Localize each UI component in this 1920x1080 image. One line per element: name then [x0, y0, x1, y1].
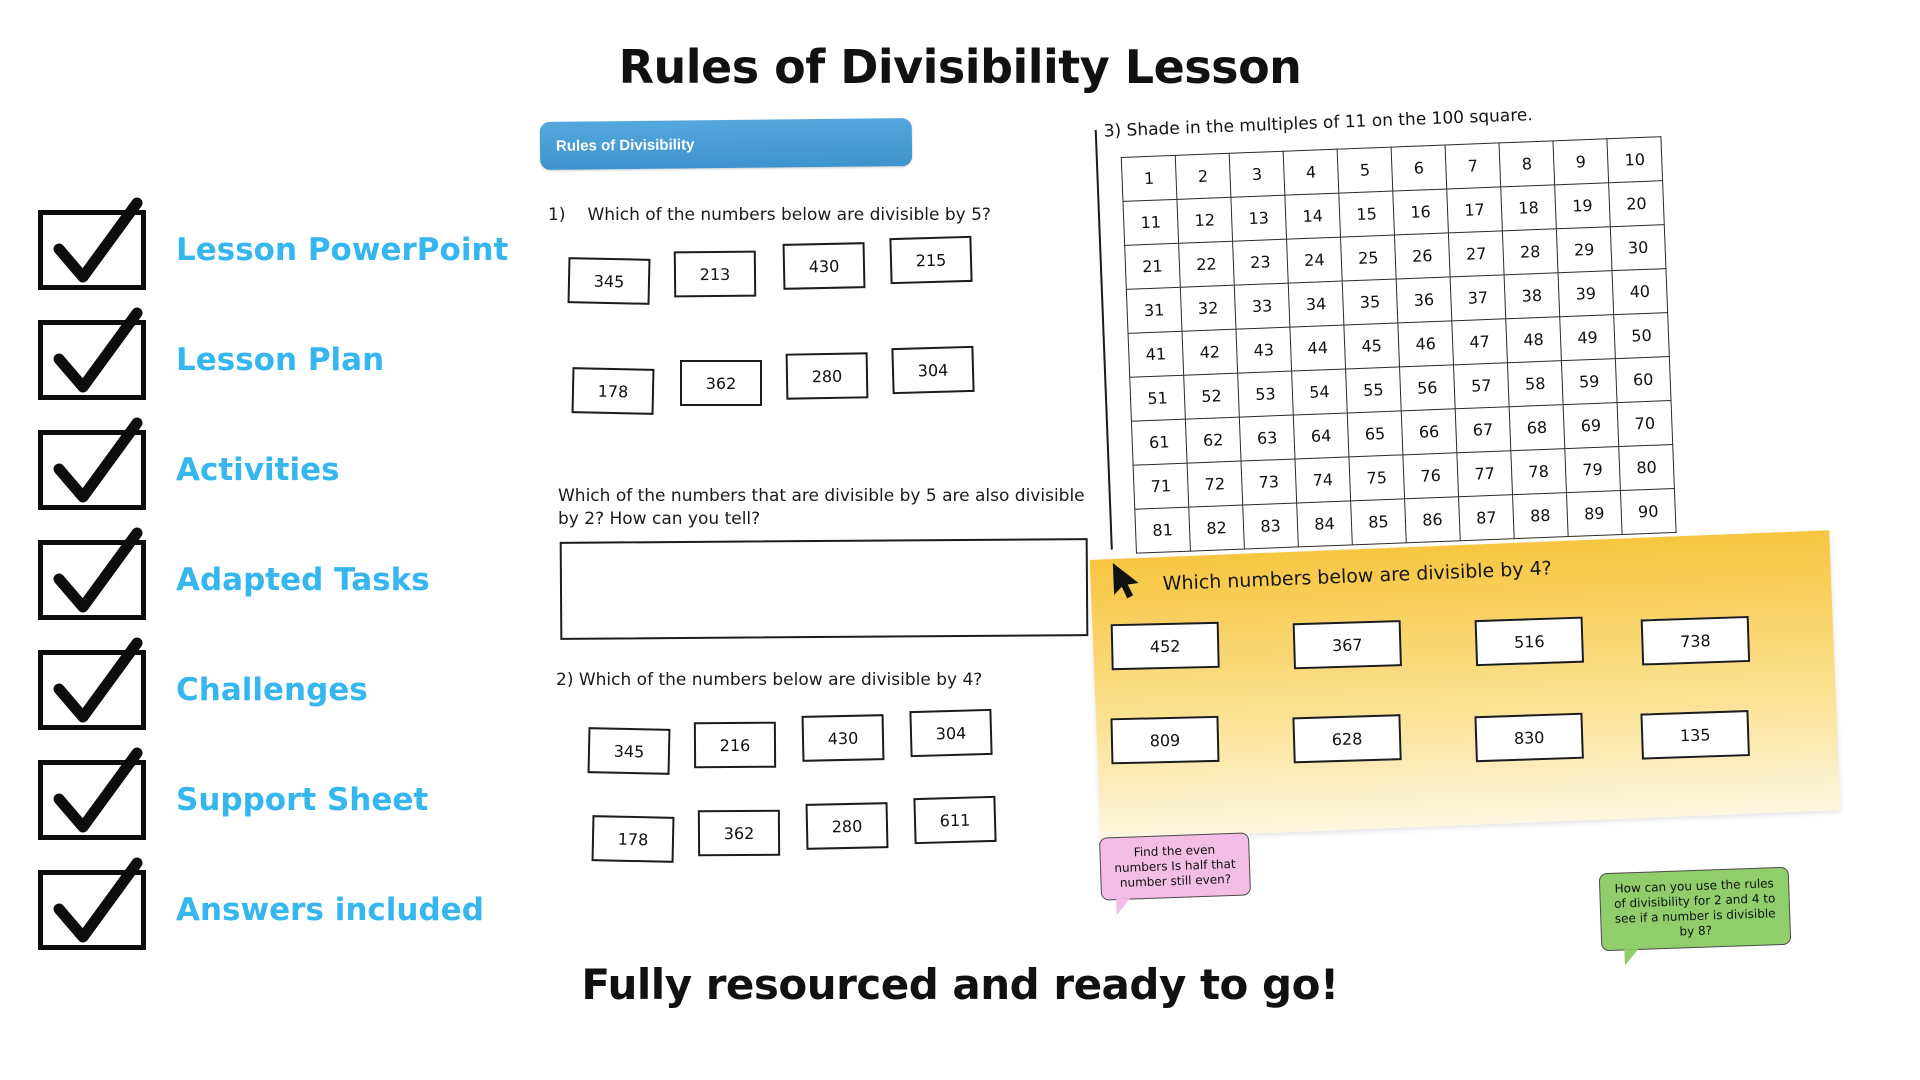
grid-cell[interactable]: 21 [1125, 243, 1181, 289]
grid-cell[interactable]: 69 [1563, 403, 1619, 449]
grid-cell[interactable]: 77 [1457, 451, 1513, 497]
list-item[interactable] [38, 195, 538, 305]
grid-cell[interactable]: 80 [1619, 444, 1675, 490]
grid-cell[interactable]: 64 [1293, 413, 1349, 459]
hundred-square-preview[interactable] [1091, 98, 1728, 581]
grid-cell[interactable]: 66 [1401, 409, 1457, 455]
number-box[interactable]: 304 [891, 346, 974, 394]
grid-cell[interactable]: 29 [1556, 227, 1612, 273]
grid-cell[interactable]: 72 [1187, 461, 1243, 507]
grid-cell[interactable]: 8 [1499, 141, 1555, 187]
check-icon [49, 197, 149, 297]
number-box[interactable]: 430 [802, 714, 885, 762]
grid-cell[interactable]: 67 [1455, 407, 1511, 453]
list-item[interactable] [38, 305, 538, 415]
grid-cell[interactable]: 6 [1391, 145, 1447, 191]
number-box[interactable]: 809 [1110, 716, 1219, 764]
grid-cell[interactable]: 51 [1130, 375, 1186, 421]
grid-cell[interactable]: 89 [1566, 491, 1622, 537]
grid-cell[interactable]: 33 [1234, 283, 1290, 329]
number-box[interactable]: 280 [806, 802, 889, 850]
checklist-label: Support Sheet [176, 782, 429, 818]
checklist-label: Activities [176, 452, 340, 488]
grid-cell[interactable]: 73 [1241, 459, 1297, 505]
grid-cell[interactable]: 84 [1297, 501, 1353, 547]
grid-cell[interactable]: 14 [1285, 193, 1341, 239]
grid-cell[interactable]: 46 [1398, 321, 1454, 367]
number-box[interactable]: 178 [592, 815, 675, 863]
check-icon [49, 747, 149, 847]
grid-cell[interactable]: 13 [1231, 195, 1287, 241]
number-box[interactable]: 628 [1292, 714, 1401, 763]
grid-cell[interactable]: 78 [1511, 449, 1567, 495]
grid-cell[interactable]: 31 [1126, 287, 1182, 333]
question-number: 1) [548, 205, 566, 225]
grid-cell[interactable]: 58 [1507, 361, 1563, 407]
number-box[interactable]: 367 [1293, 620, 1402, 669]
number-box[interactable]: 830 [1474, 713, 1583, 763]
grid-cell[interactable]: 87 [1459, 495, 1515, 541]
grid-cell[interactable]: 17 [1447, 187, 1503, 233]
hundred-square-grid[interactable] [1121, 136, 1677, 553]
grid-cell[interactable]: 50 [1614, 313, 1670, 359]
checkbox-checked[interactable] [38, 650, 146, 730]
grid-cell[interactable]: 22 [1179, 241, 1235, 287]
worksheet-preview[interactable] [540, 110, 1100, 960]
number-box[interactable]: 611 [913, 796, 996, 844]
grid-cell[interactable]: 68 [1509, 405, 1565, 451]
footer-tagline: Fully resourced and ready to go! [581, 960, 1339, 1009]
grid-cell[interactable]: 19 [1555, 183, 1611, 229]
number-box[interactable]: 345 [588, 727, 671, 775]
grid-cell[interactable]: 81 [1135, 507, 1191, 553]
grid-cell[interactable]: 83 [1243, 503, 1299, 549]
check-icon [49, 527, 149, 627]
number-box[interactable]: 430 [783, 242, 866, 290]
grid-cell[interactable]: 47 [1452, 319, 1508, 365]
grid-cell[interactable]: 1 [1121, 155, 1177, 201]
page-title: Rules of Divisibility Lesson [618, 40, 1302, 94]
checkbox-checked[interactable] [38, 760, 146, 840]
grid-cell[interactable]: 70 [1617, 401, 1673, 447]
number-box[interactable]: 280 [786, 352, 869, 399]
grid-cell[interactable]: 82 [1189, 505, 1245, 551]
answer-input-area[interactable] [560, 538, 1089, 640]
grid-cell[interactable]: 7 [1445, 143, 1501, 189]
grid-cell[interactable]: 49 [1560, 315, 1616, 361]
grid-cell[interactable]: 16 [1393, 189, 1449, 235]
checklist-label: Challenges [176, 672, 368, 708]
check-icon [49, 307, 149, 407]
adapted-task-card[interactable] [1090, 530, 1841, 839]
grid-cell[interactable]: 42 [1182, 329, 1238, 375]
checkbox-checked[interactable] [38, 540, 146, 620]
number-box[interactable]: 738 [1641, 616, 1750, 666]
grid-cell[interactable]: 20 [1609, 181, 1665, 227]
grid-cell[interactable]: 61 [1131, 419, 1187, 465]
grid-cell[interactable]: 52 [1184, 373, 1240, 419]
number-box[interactable]: 362 [680, 360, 762, 406]
number-box[interactable]: 135 [1640, 710, 1749, 760]
grid-cell[interactable]: 18 [1501, 185, 1557, 231]
worksheet-question-1 [548, 205, 991, 225]
check-icon [49, 637, 149, 737]
number-box[interactable]: 452 [1111, 622, 1220, 670]
feature-checklist [38, 195, 538, 965]
checklist-label: Adapted Tasks [176, 562, 430, 598]
checkbox-checked[interactable] [38, 430, 146, 510]
number-box[interactable]: 216 [694, 722, 776, 769]
number-box[interactable]: 215 [889, 236, 972, 284]
grid-cell[interactable]: 79 [1565, 447, 1621, 493]
grid-cell[interactable]: 53 [1238, 371, 1294, 417]
checklist-label: Lesson Plan [176, 342, 385, 378]
checkbox-checked[interactable] [38, 870, 146, 950]
grid-cell[interactable]: 26 [1394, 233, 1450, 279]
number-box[interactable]: 345 [568, 257, 651, 305]
grid-cell[interactable]: 55 [1346, 367, 1402, 413]
grid-cell[interactable]: 38 [1504, 273, 1560, 319]
checklist-label: Lesson PowerPoint [176, 232, 509, 268]
worksheet-question-mid: Which of the numbers that are divisible by 5 are also divisible by 2? How can you tell? [558, 486, 1085, 529]
challenge-bubble-green: How can you use the rules of divisibility for 2 and 4 to see if a number is divisible by 8? [1599, 867, 1792, 952]
grid-cell[interactable]: 39 [1558, 271, 1614, 317]
grid-cell[interactable]: 5 [1337, 147, 1393, 193]
grid-cell[interactable]: 90 [1620, 488, 1676, 534]
grid-cell[interactable]: 4 [1283, 149, 1339, 195]
grid-cell[interactable]: 40 [1612, 269, 1668, 315]
grid-cell[interactable]: 60 [1615, 357, 1671, 403]
grid-cell[interactable]: 35 [1342, 279, 1398, 325]
hint-bubble-pink: Find the even numbers Is half that number still even? [1099, 832, 1251, 900]
grid-cell[interactable]: 3 [1229, 151, 1285, 197]
list-item[interactable] [38, 525, 538, 635]
grid-cell[interactable]: 59 [1561, 359, 1617, 405]
grid-cell[interactable]: 63 [1239, 415, 1295, 461]
grid-cell[interactable]: 44 [1290, 325, 1346, 371]
grid-cell[interactable]: 2 [1175, 153, 1231, 199]
grid-cell[interactable]: 76 [1403, 453, 1459, 499]
grid-cell[interactable]: 57 [1453, 363, 1509, 409]
grid-cell[interactable]: 48 [1506, 317, 1562, 363]
list-item[interactable] [38, 415, 538, 525]
grid-cell[interactable]: 23 [1233, 239, 1289, 285]
grid-cell[interactable]: 37 [1450, 275, 1506, 321]
grid-cell[interactable]: 71 [1133, 463, 1189, 509]
grid-cell[interactable]: 45 [1344, 323, 1400, 369]
grid-cell[interactable]: 36 [1396, 277, 1452, 323]
grid-cell[interactable]: 27 [1448, 231, 1504, 277]
list-item[interactable] [38, 635, 538, 745]
grid-cell[interactable]: 9 [1553, 139, 1609, 185]
grid-cell[interactable]: 10 [1607, 137, 1663, 183]
grid-cell[interactable]: 85 [1351, 499, 1407, 545]
adapted-task-title: Which numbers below are divisible by 4? [1162, 557, 1553, 596]
check-icon [49, 417, 149, 517]
grid-cell[interactable]: 12 [1177, 197, 1233, 243]
cursor-icon [1110, 560, 1146, 601]
number-box[interactable]: 304 [909, 709, 992, 757]
grid-cell[interactable]: 54 [1292, 369, 1348, 415]
grid-cell[interactable]: 25 [1340, 235, 1396, 281]
grid-cell[interactable]: 32 [1180, 285, 1236, 331]
number-box[interactable]: 362 [698, 810, 780, 857]
grid-cell[interactable]: 24 [1287, 237, 1343, 283]
grid-cell[interactable]: 28 [1502, 229, 1558, 275]
number-box[interactable]: 516 [1475, 617, 1584, 667]
grid-cell[interactable]: 74 [1295, 457, 1351, 503]
grid-cell[interactable]: 62 [1185, 417, 1241, 463]
grid-cell[interactable]: 56 [1400, 365, 1456, 411]
grid-cell[interactable]: 34 [1288, 281, 1344, 327]
grid-cell[interactable]: 30 [1610, 225, 1666, 271]
list-item[interactable] [38, 855, 538, 965]
hundred-square-title: 3) Shade in the multiples of 11 on the 100 square. [1103, 105, 1534, 142]
worksheet-question-2: 2) Which of the numbers below are divisible by 4? [556, 670, 983, 690]
worksheet-banner: Rules of Divisibility [540, 118, 912, 170]
checklist-label: Answers included [176, 892, 484, 928]
grid-cell[interactable]: 75 [1349, 455, 1405, 501]
grid-cell[interactable]: 88 [1513, 493, 1569, 539]
check-icon [49, 857, 149, 957]
grid-cell[interactable]: 15 [1339, 191, 1395, 237]
number-box[interactable]: 178 [572, 367, 655, 415]
grid-cell[interactable]: 65 [1347, 411, 1403, 457]
grid-cell[interactable]: 43 [1236, 327, 1292, 373]
checkbox-checked[interactable] [38, 210, 146, 290]
number-box[interactable]: 213 [674, 251, 756, 298]
grid-cell[interactable]: 86 [1405, 497, 1461, 543]
list-item[interactable] [38, 745, 538, 855]
checkbox-checked[interactable] [38, 320, 146, 400]
question-text: Which of the numbers below are divisible by 5? [587, 205, 991, 225]
grid-cell[interactable]: 41 [1128, 331, 1184, 377]
grid-cell[interactable]: 11 [1123, 199, 1179, 245]
